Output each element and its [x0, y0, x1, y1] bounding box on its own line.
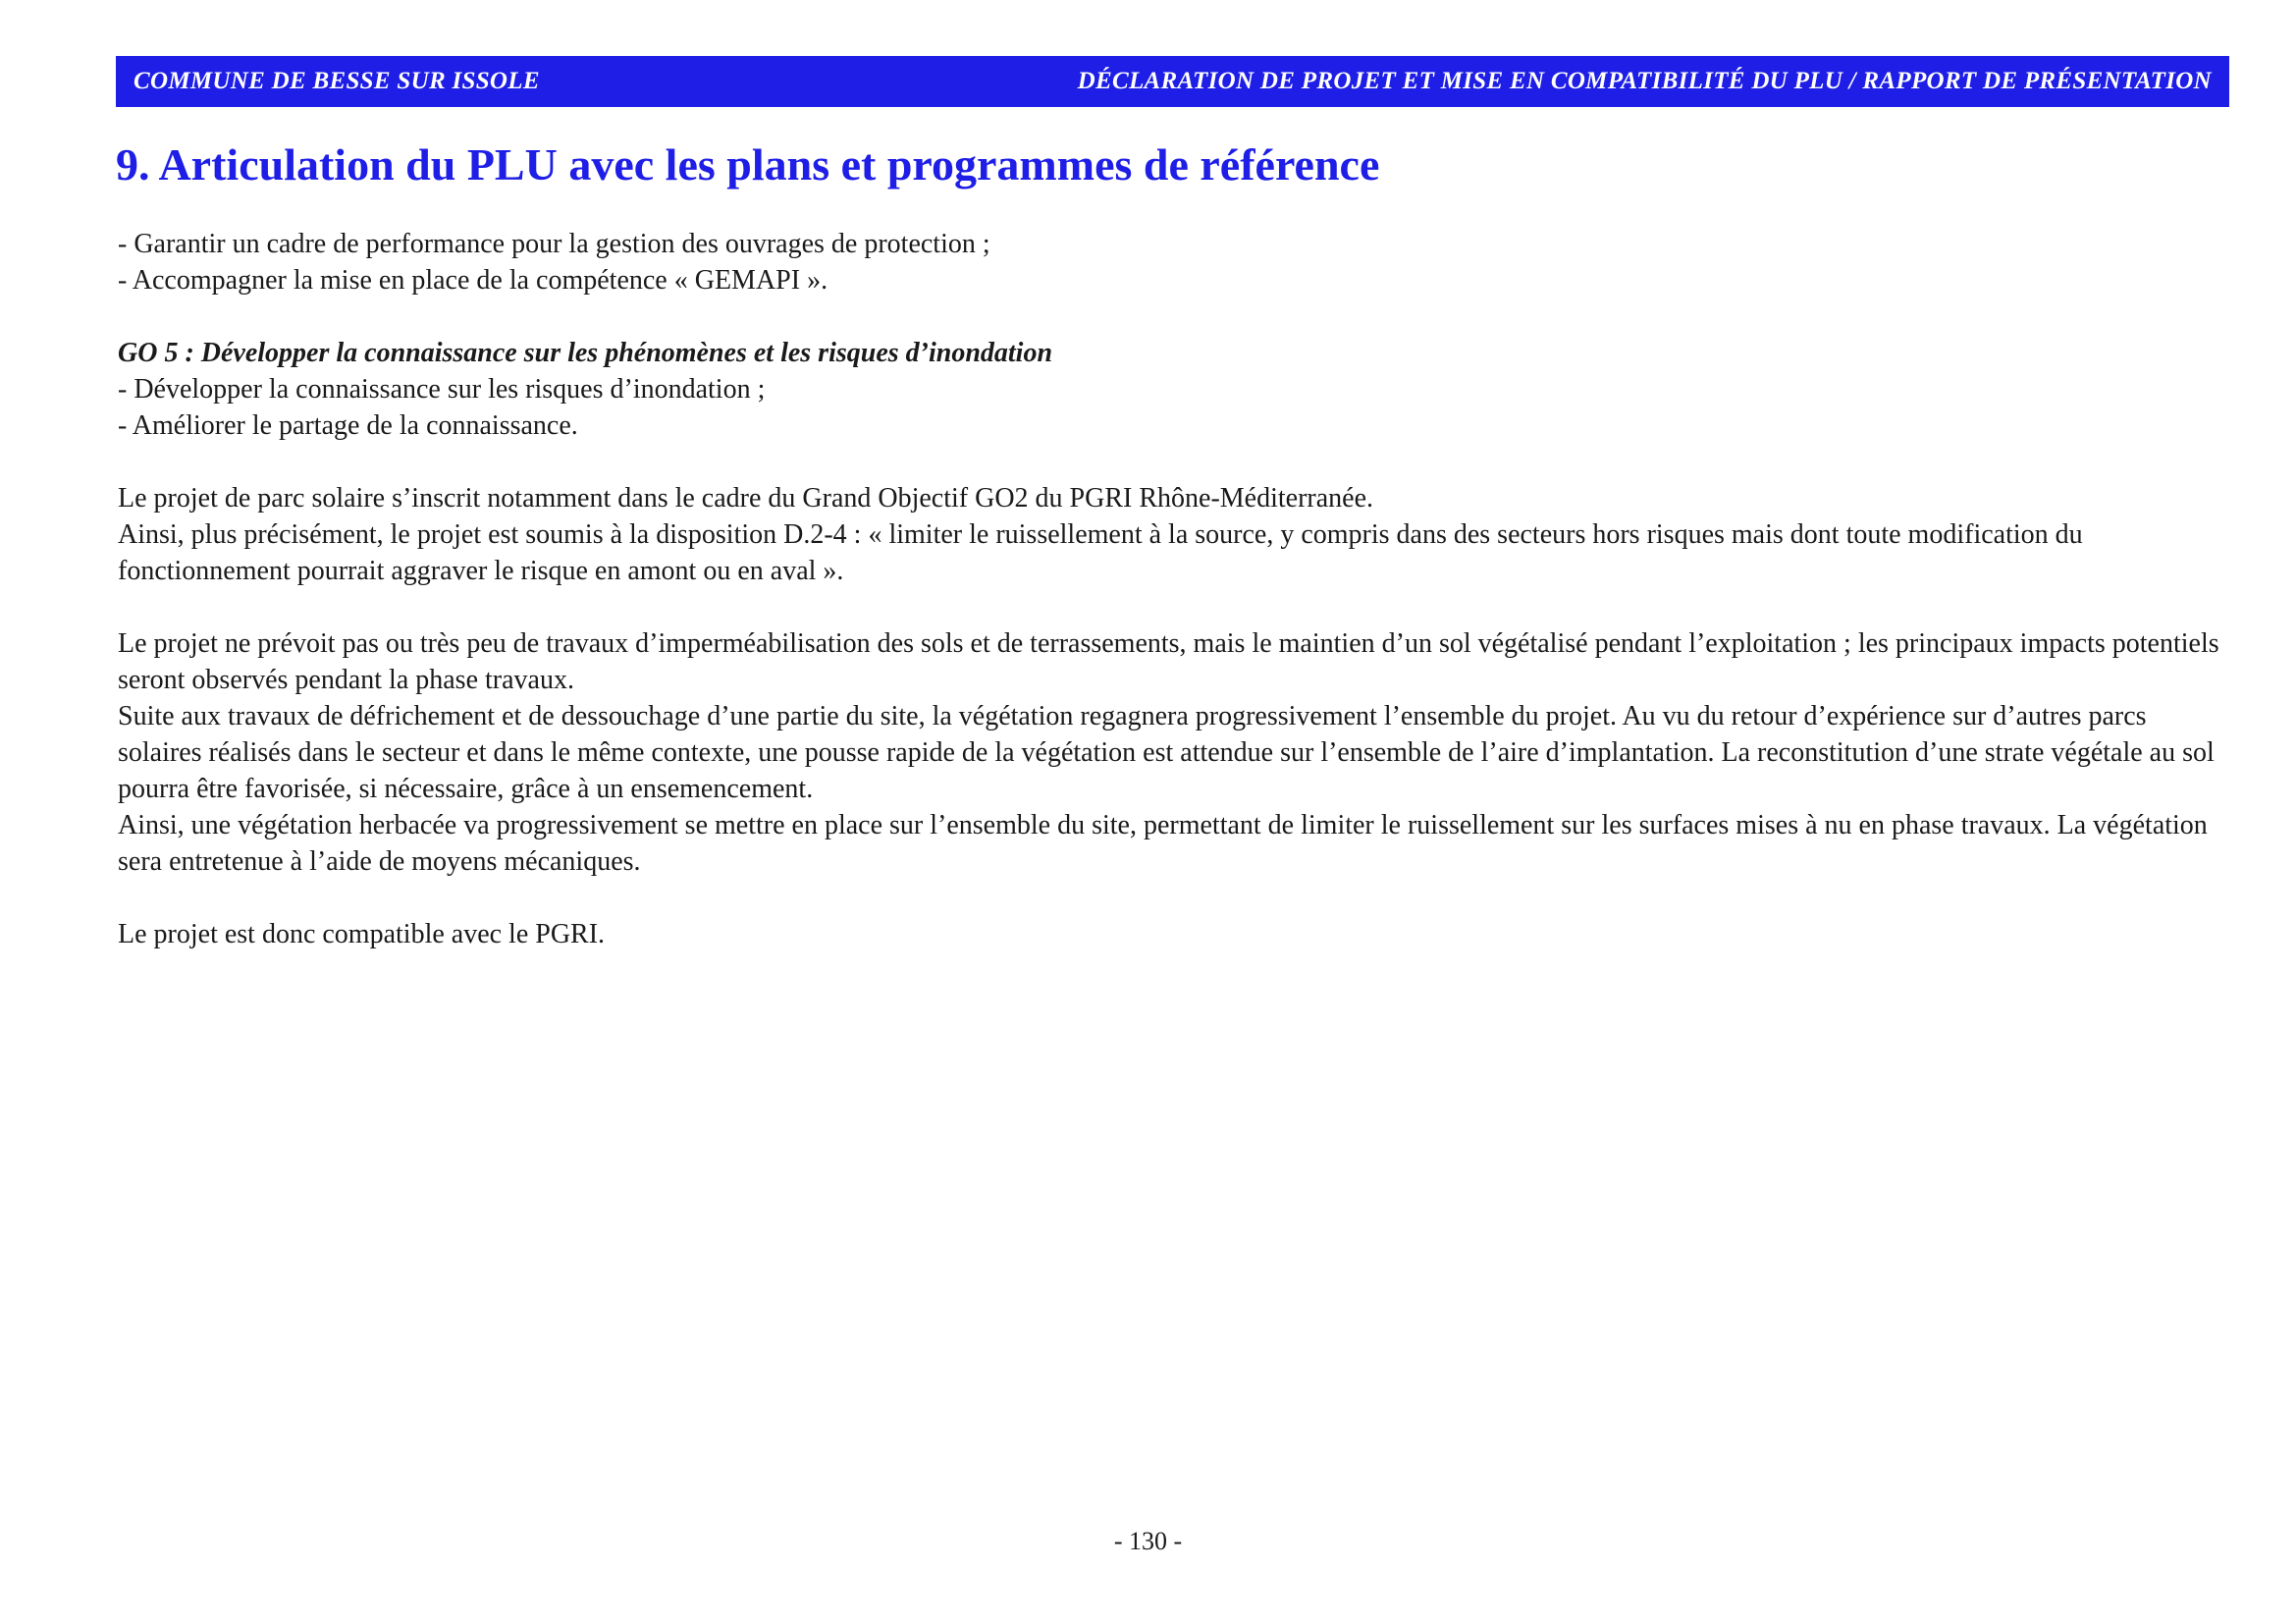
header-document-title: DÉCLARATION DE PROJET ET MISE EN COMPATIBILITÉ DU PLU / RAPPORT DE PRÉSENTATION: [1077, 68, 2212, 94]
header-bar: [116, 56, 2229, 107]
document-body: [118, 226, 2228, 952]
paragraph-disposition: Ainsi, plus précisément, le projet est soumis à la disposition D.2-4 : « limiter le ruissellement à la source, y compris dans des secteurs hors risques mais dont toute modification du fonctionnement pourrait aggraver le risque en amont ou en aval ».: [118, 519, 2083, 586]
paragraph-go2: Le projet de parc solaire s’inscrit notamment dans le cadre du Grand Objectif GO2 du PGRI Rhône-Méditerranée.: [118, 483, 1374, 514]
page-number: - 130 -: [1113, 1527, 1183, 1555]
paragraph-vegetation: Suite aux travaux de défrichement et de dessouchage d’une partie du site, la végétation regagnera progressivement l’ensemble du projet. Au vu du retour d’expérience sur d’autres parcs solaires réalisés dans le secteur et dans le même contexte, une pousse rapide de la végétation est attendue sur l’ensemble de l’aire d’implantation. La reconstitution d’une strate végétale au sol pourra être favorisée, si nécessaire, grâce à un ensemencement.: [118, 701, 2215, 804]
header-commune: COMMUNE DE BESSE SUR ISSOLE: [133, 68, 540, 94]
paragraph-impermeabilisation: Le projet ne prévoit pas ou très peu de travaux d’imperméabilisation des sols et de terrassements, mais le maintien d’un sol végétalisé pendant l’exploitation ; les principaux impacts potentiels seront observés pendant la phase travaux.: [118, 628, 2219, 695]
bullet-item: - Développer la connaissance sur les risques d’inondation ;: [118, 374, 766, 405]
bullet-item: - Garantir un cadre de performance pour la gestion des ouvrages de protection ;: [118, 229, 990, 259]
page-title: 9. Articulation du PLU avec les plans et programmes de référence: [116, 139, 1380, 189]
go5-heading: GO 5 : Développer la connaissance sur les phénomènes et les risques d’inondation: [118, 338, 1053, 368]
paragraph-herbacee: Ainsi, une végétation herbacée va progressivement se mettre en place sur l’ensemble du site, permettant de limiter le ruissellement sur les surfaces mises à nu en phase travaux. La végétation sera entretenue à l’aide de moyens mécaniques.: [118, 810, 2208, 877]
paragraph-conclusion: Le projet est donc compatible avec le PGRI.: [118, 919, 606, 949]
bullet-item: - Accompagner la mise en place de la compétence « GEMAPI ».: [118, 265, 828, 296]
bullet-item: - Améliorer le partage de la connaissance.: [118, 410, 578, 441]
